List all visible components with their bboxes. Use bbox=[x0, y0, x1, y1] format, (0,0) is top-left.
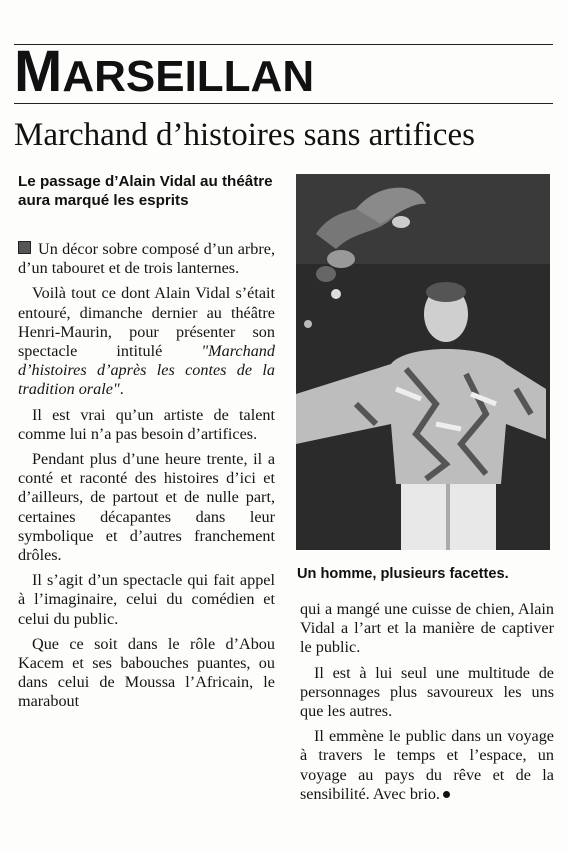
end-bullet-icon bbox=[443, 791, 450, 798]
section-bottom-rule bbox=[14, 103, 553, 104]
p2-end: . bbox=[119, 380, 124, 399]
paragraph: Il s’agit d’un spectacle qui fait appel à l’imaginaire, celui du comédien et celui du public. bbox=[18, 571, 275, 628]
section-top-rule bbox=[14, 44, 553, 45]
headline: Marchand d’histoires sans artifices bbox=[14, 117, 475, 153]
section-rest: ARSEILLAN bbox=[62, 52, 315, 101]
paragraph-lead bbox=[18, 240, 275, 278]
section-title bbox=[14, 39, 315, 104]
article-photo bbox=[296, 174, 550, 550]
section-initial: M bbox=[14, 39, 63, 104]
deck-subtitle: Le passage d’Alain Vidal au théâtre aura marqué les esprits bbox=[18, 173, 273, 209]
paragraph: Pendant plus d’une heure trente, il a conté et raconté des histoires d’ici et d’ailleurs, de partout et de nulle part, certaines décapantes dans leur symbolique et d’autres franchement drôles. bbox=[18, 450, 275, 565]
lead-text: Un décor sobre composé d’un arbre, d’un tabouret et de trois lanternes. bbox=[18, 240, 275, 278]
performer-photo bbox=[296, 174, 550, 550]
paragraph-continued: qui a mangé une cuisse de chien, Alain Vidal a l’art et la manière de captiver le public. bbox=[300, 600, 554, 657]
paragraph: Il est à lui seul une multitude de personnages plus savoureux les uns que les autres. bbox=[300, 663, 554, 721]
photo-caption: Un homme, plusieurs facettes. bbox=[297, 566, 509, 582]
article-column-2 bbox=[300, 600, 554, 810]
paragraph bbox=[18, 284, 275, 399]
show-title: "Marchand d’histoires d’après les contes de la tradition orale" bbox=[18, 342, 275, 399]
lead-square-icon bbox=[18, 241, 31, 254]
article-column-1 bbox=[18, 240, 275, 718]
paragraph-final bbox=[300, 727, 554, 804]
paragraph: Que ce soit dans le rôle d’Abou Kacem et ses babouches puantes, ou dans celui de Moussa l’Africain, le marabout bbox=[18, 634, 275, 711]
final-text: Il emmène le public dans un voyage à travers le temps et l’espace, un voyage au pays du rêve et de la sensibilité. Avec brio. bbox=[300, 727, 554, 803]
paragraph: Il est vrai qu’un artiste de talent comme lui n’a pas besoin d’artifices. bbox=[18, 405, 275, 443]
p2-text: Voilà tout ce dont Alain Vidal s’était entouré, dimanche dernier au théâtre Henri-Maurin, pour présenter son spectacle intitulé bbox=[18, 284, 275, 361]
